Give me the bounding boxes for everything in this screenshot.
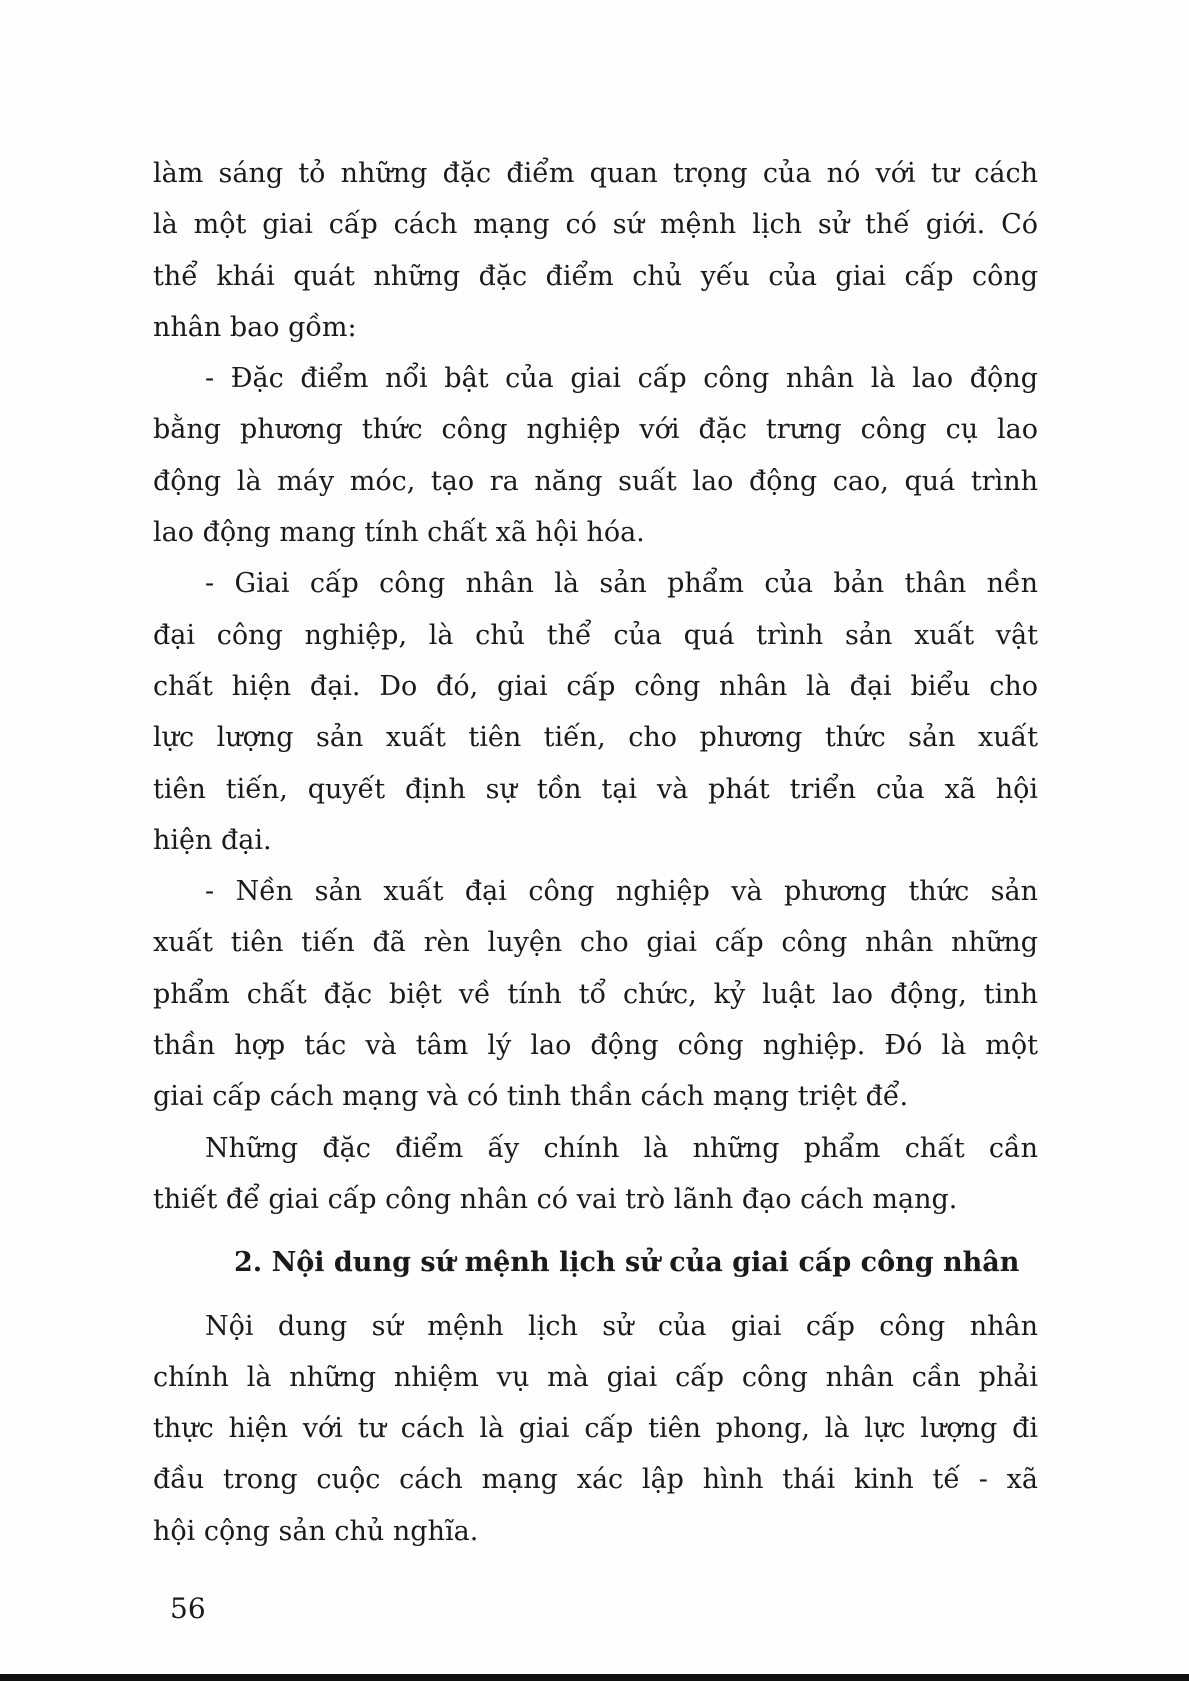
text-line: đầu trong cuộc cách mạng xác lập hình thái kinh tế - xã: [153, 1464, 1038, 1496]
text-line: bằng phương thức công nghiệp với đặc trưng công cụ lao: [153, 414, 1038, 446]
text-line: thực hiện với tư cách là giai cấp tiên phong, là lực lượng đi: [153, 1413, 1038, 1445]
text-line: lực lượng sản xuất tiên tiến, cho phương thức sản xuất: [153, 722, 1038, 754]
text-line: xuất tiên tiến đã rèn luyện cho giai cấp công nhân những: [153, 927, 1038, 959]
text-line: phẩm chất đặc biệt về tính tổ chức, kỷ luật lao động, tinh: [153, 978, 1038, 1010]
text-line: - Đặc điểm nổi bật của giai cấp công nhân là lao động: [205, 363, 1038, 395]
text-line: hội cộng sản chủ nghĩa.: [153, 1515, 479, 1547]
text-line: thể khái quát những đặc điểm chủ yếu của giai cấp công: [153, 260, 1038, 292]
body-text: [153, 148, 1038, 1557]
text-line: chính là những nhiệm vụ mà giai cấp công nhân cần phải: [153, 1361, 1038, 1393]
text-line: đại công nghiệp, là chủ thể của quá trình sản xuất vật: [153, 619, 1038, 651]
text-line: làm sáng tỏ những đặc điểm quan trọng của nó với tư cách: [153, 158, 1038, 189]
text-line: động là máy móc, tạo ra năng suất lao động cao, quá trình: [153, 465, 1038, 497]
text-line: Những đặc điểm ấy chính là những phẩm chất cần: [205, 1132, 1038, 1164]
text-line: Nội dung sứ mệnh lịch sử của giai cấp công nhân: [205, 1310, 1038, 1342]
text-line: - Nền sản xuất đại công nghiệp và phương thức sản: [205, 876, 1038, 908]
text-line: lao động mang tính chất xã hội hóa.: [153, 517, 645, 549]
text-line: tiên tiến, quyết định sự tồn tại và phát triển của xã hội: [153, 773, 1038, 805]
text-line: chất hiện đại. Do đó, giai cấp công nhân là đại biểu cho: [153, 670, 1038, 702]
text-line: thần hợp tác và tâm lý lao động công nghiệp. Đó là một: [153, 1030, 1038, 1062]
text-line: là một giai cấp cách mạng có sứ mệnh lịch sử thế giới. Có: [153, 209, 1038, 241]
text-line: - Giai cấp công nhân là sản phẩm của bản thân nền: [205, 568, 1038, 600]
scan-edge: [0, 1674, 1189, 1681]
section-heading: 2. Nội dung sứ mệnh lịch sử của giai cấp công nhân: [234, 1247, 1020, 1279]
text-line: hiện đại.: [153, 824, 272, 856]
page-number: 56: [170, 1592, 206, 1625]
text-line: thiết để giai cấp công nhân có vai trò lãnh đạo cách mạng.: [153, 1183, 958, 1215]
text-line: giai cấp cách mạng và có tinh thần cách mạng triệt để.: [153, 1081, 909, 1113]
text-line: nhân bao gồm:: [153, 311, 357, 343]
